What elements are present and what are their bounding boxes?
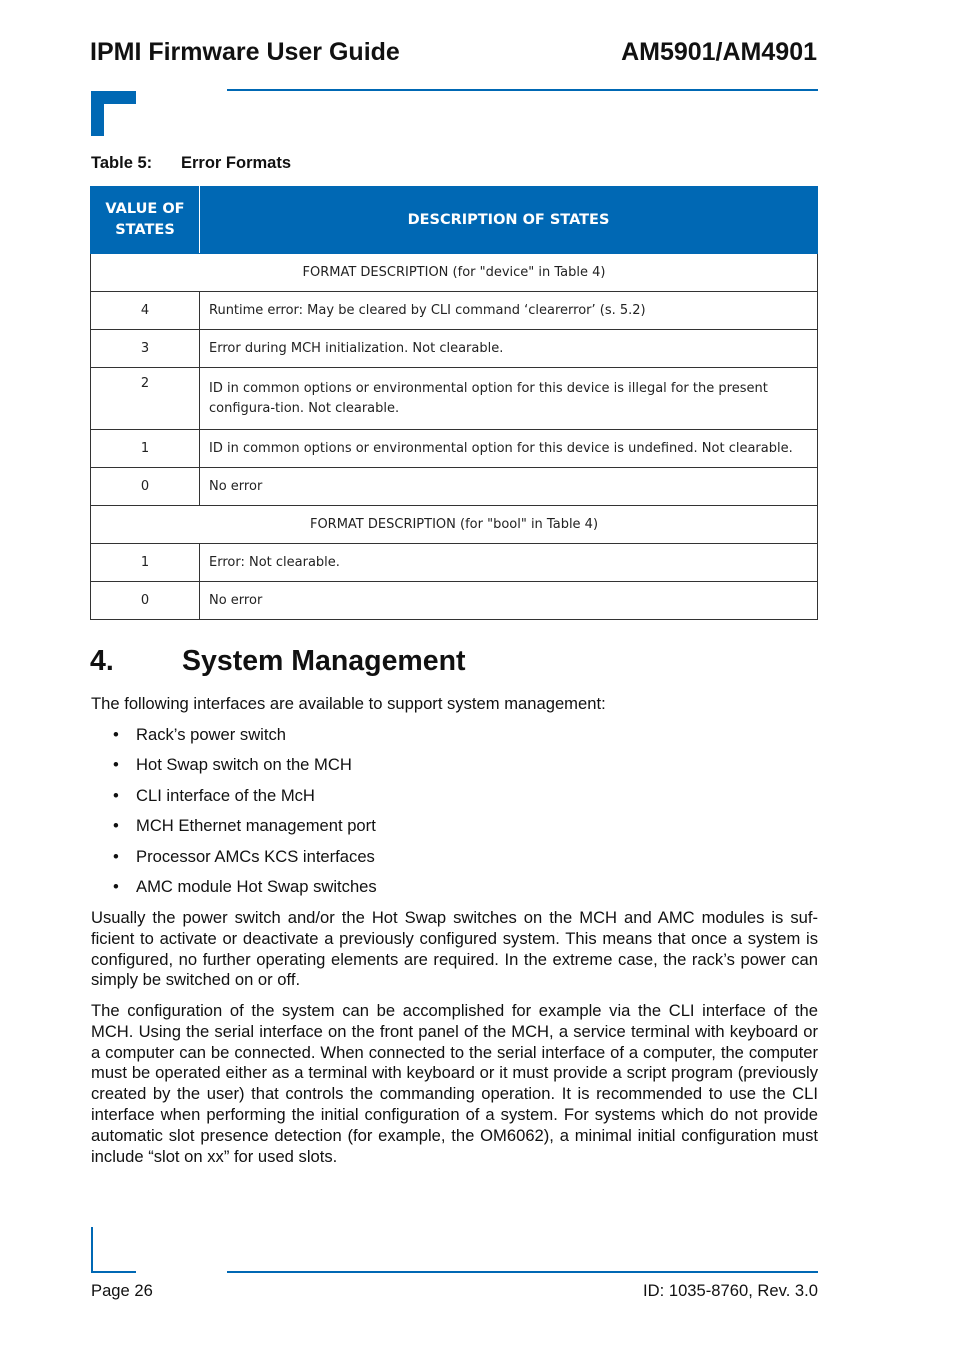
- bullet-icon: •: [113, 846, 119, 866]
- interface-list: [91, 724, 377, 906]
- list-item: [91, 846, 377, 876]
- column-header-description: DESCRIPTION OF STATES: [200, 187, 818, 254]
- table-row: [91, 544, 818, 582]
- corner-mark-top-horizontal: [91, 91, 136, 104]
- list-item-text: Processor AMCs KCS interfaces: [136, 846, 375, 866]
- table-row: [91, 330, 818, 368]
- bullet-icon: •: [113, 876, 119, 896]
- list-item: [91, 815, 377, 845]
- state-description: No error: [200, 468, 818, 506]
- format-row-bool: [91, 506, 818, 544]
- list-item: [91, 876, 377, 906]
- bullet-icon: •: [113, 816, 119, 836]
- format-description-bool: FORMAT DESCRIPTION (for "bool" in Table 4): [91, 506, 818, 544]
- corner-mark-bottom-vertical: [91, 1227, 93, 1273]
- list-item-text: AMC module Hot Swap switches: [136, 876, 377, 896]
- paragraph-power-switch: Usually the power switch and/or the Hot Swap switches on the MCH and AMC modules is suf-ficient to activate or deactivate a previously configured system. This means that once a system is configured, no further operating elements are required. In the extreme case, the rack’s power can simply be switched on or off.: [91, 908, 818, 990]
- state-description: No error: [200, 582, 818, 620]
- list-item-text: Hot Swap switch on the MCH: [136, 755, 352, 775]
- error-formats-table: [90, 186, 818, 620]
- document-id: ID: 1035-8760, Rev. 3.0: [643, 1281, 818, 1300]
- table-row: [91, 292, 818, 330]
- state-value: 1: [91, 544, 200, 582]
- corner-mark-bottom-horizontal: [91, 1271, 136, 1273]
- state-description: Error during MCH initialization. Not clearable.: [200, 330, 818, 368]
- header-model: AM5901/AM4901: [621, 38, 817, 66]
- header-rule: [227, 89, 818, 91]
- state-value: 3: [91, 330, 200, 368]
- table-row: [91, 582, 818, 620]
- state-value: 0: [91, 582, 200, 620]
- list-item: [91, 754, 377, 784]
- section-heading: [90, 645, 466, 678]
- table-row: [91, 368, 818, 430]
- list-item: [91, 785, 377, 815]
- bullet-icon: •: [113, 755, 119, 775]
- state-description: Error: Not clearable.: [200, 544, 818, 582]
- page-number: Page 26: [91, 1281, 153, 1300]
- list-item-text: CLI interface of the McH: [136, 785, 315, 805]
- bullet-icon: •: [113, 785, 119, 805]
- state-description: ID in common options or environmental option for this device is illegal for the present configura-tion. Not clearable.: [200, 368, 818, 430]
- state-description: Runtime error: May be cleared by CLI command ‘clearerror’ (s. 5.2): [200, 292, 818, 330]
- table-caption: [91, 154, 291, 173]
- format-row-device: [91, 254, 818, 292]
- format-description-device: FORMAT DESCRIPTION (for "device" in Table 4): [91, 254, 818, 292]
- list-item-text: Rack’s power switch: [136, 725, 287, 744]
- column-header-value: VALUE OF STATES: [91, 187, 200, 254]
- paragraph-configuration: The configuration of the system can be accomplished for example via the CLI interface of the MCH. Using the serial interface on the front panel of the MCH, a service terminal with keyboard or a computer can be connected. When connected to the serial interface of a computer, the computer must be operated either as a terminal with keyboard or it must provide a script program (previously created by the user) that controls the commanding operation. It is recommended to use the CLI interface when performing the initial configuration of a system. For systems which do not provide automatic slot presence detection (for example, the OM6062), a minimal initial configuration must include “slot on xx” for used slots.: [91, 1001, 818, 1166]
- footer-rule: [227, 1271, 818, 1273]
- section-number: 4.: [90, 645, 114, 677]
- state-value: 1: [91, 430, 200, 468]
- table-header-row: [91, 187, 818, 254]
- state-description: ID in common options or environmental option for this device is undefined. Not clearable.: [200, 430, 818, 468]
- header-title: IPMI Firmware User Guide: [90, 38, 400, 66]
- section-title: System Management: [182, 645, 466, 677]
- table-caption-label: Table 5:: [91, 154, 153, 172]
- state-value: 0: [91, 468, 200, 506]
- state-value: 2: [91, 368, 200, 430]
- table-row: [91, 468, 818, 506]
- list-item: [91, 724, 377, 754]
- bullet-icon: •: [113, 725, 119, 744]
- list-item-text: MCH Ethernet management port: [136, 816, 376, 836]
- state-value: 4: [91, 292, 200, 330]
- table-row: [91, 430, 818, 468]
- table-caption-title: Error Formats: [181, 154, 292, 172]
- section-intro: The following interfaces are available to support system management:: [91, 694, 606, 713]
